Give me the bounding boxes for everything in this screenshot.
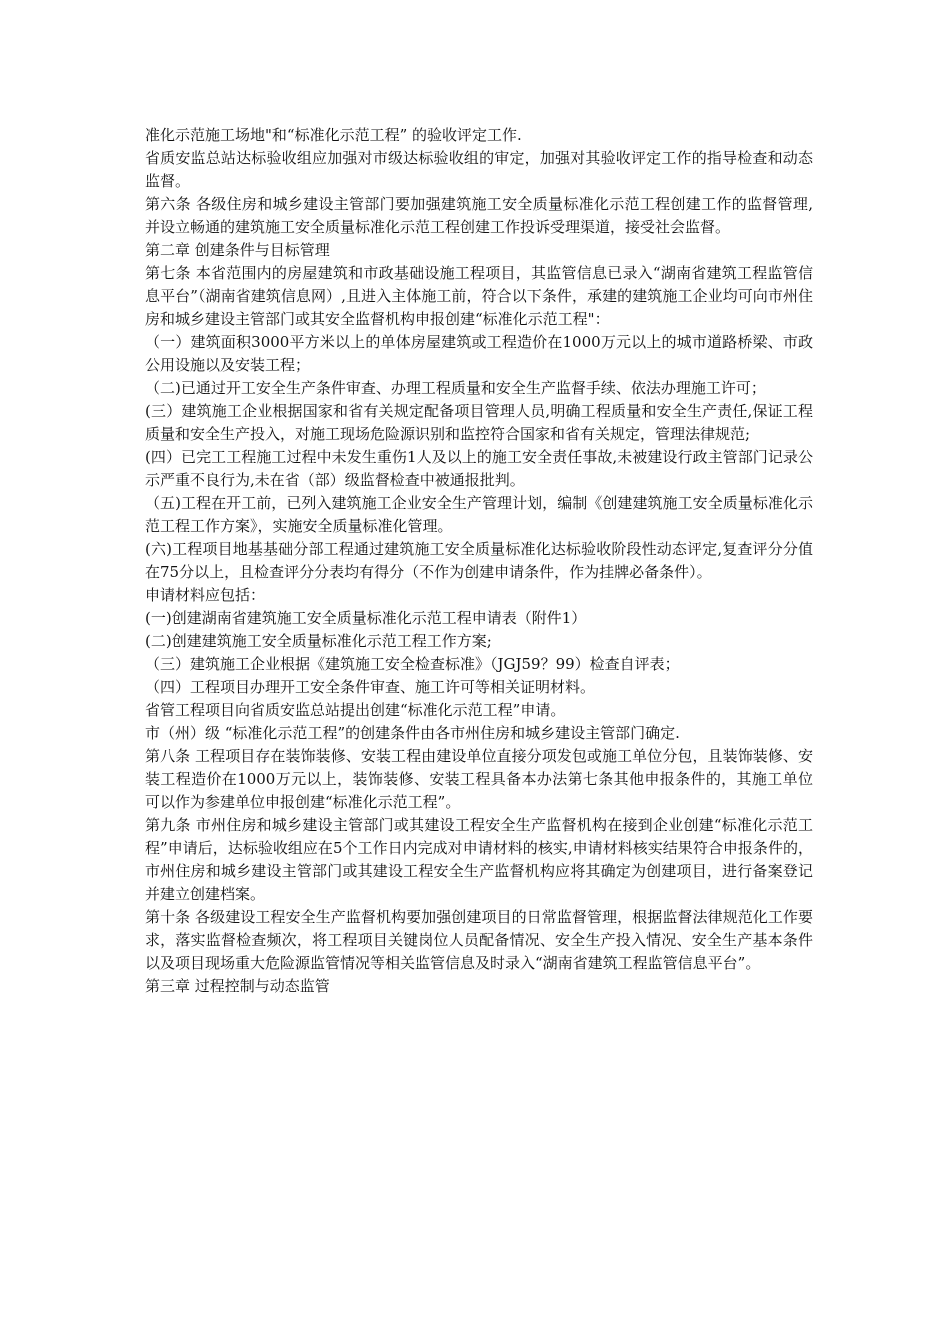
condition-item-2: （二)已通过开工安全生产条件审查、办理工程质量和安全生产监督手续、依法办理施工许可；: [145, 379, 766, 397]
materials-heading: 申请材料应包括：: [145, 586, 266, 604]
paragraph-inspection-continued: 准化示范施工场地"和“标准化示范工程” 的验收评定工作.: [145, 126, 522, 144]
paragraph-article-8: 第八条 工程项目存在装饰装修、安装工程由建设单位直接分项发包或施工单位分包，且装饰装修、安装工程造价在1000万元以上，装饰装修、安装工程具备本办法第七条其他申报条件的，其施工单位可以作为参建单位申报创建“标准化示范工程”。: [145, 747, 813, 811]
paragraph-provincial-review: 省质安监总站达标验收组应加强对市级达标验收组的审定，加强对其验收评定工作的指导检查和动态监督。: [145, 149, 813, 190]
heading-chapter-3: 第三章 过程控制与动态监管: [145, 977, 330, 995]
paragraph-article-9: 第九条 市州住房和城乡建设主管部门或其建设工程安全生产监督机构在接到企业创建“标准化示范工程”申请后，达标验收组应在5个工作日内完成对申请材料的核实,申请材料核实结果符合申报条件的，市州住房和城乡建设主管部门或其建设工程安全生产监督机构应将其确定为创建项目，进行备案登记并建立创建档案。: [145, 816, 813, 903]
condition-item-3: (三）建筑施工企业根据国家和省有关规定配备项目管理人员,明确工程质量和安全生产责任,保证工程质量和安全生产投入，对施工现场危险源识别和监控符合国家和省有关规定，管理法律规范;: [145, 402, 813, 443]
paragraph-provincial-application: 省管工程项目向省质安监总站提出创建“标准化示范工程”申请。: [145, 701, 566, 719]
condition-item-6: (六)工程项目地基基础分部工程通过建筑施工安全质量标准化达标验收阶段性动态评定,复查评分分值在75分以上，且检查评分分表均有得分（不作为创建申请条件，作为挂牌必备条件）。: [145, 540, 813, 581]
condition-item-1: （一）建筑面积3000平方米以上的单体房屋建筑或工程造价在1000万元以上的城市道路桥梁、市政公用设施以及安装工程；: [145, 333, 813, 374]
document-body: [145, 124, 813, 998]
paragraph-municipal-conditions: 市（州）级 “标准化示范工程”的创建条件由各市州住房和城乡建设主管部门确定.: [145, 724, 680, 742]
material-item-4: （四）工程项目办理开工安全条件审查、施工许可等相关证明材料。: [145, 678, 596, 696]
condition-item-5: （五)工程在开工前，已列入建筑施工企业安全生产管理计划，编制《创建建筑施工安全质量标准化示范工程工作方案》，实施安全质量标准化管理。: [145, 494, 813, 535]
material-item-2: (二)创建建筑施工安全质量标准化示范工程工作方案;: [145, 632, 492, 650]
material-item-1: (一)创建湖南省建筑施工安全质量标准化示范工程申请表（附件1）: [145, 609, 587, 627]
paragraph-article-7: 第七条 本省范围内的房屋建筑和市政基础设施工程项目，其监管信息已录入“湖南省建筑工程监管信息平台”（湖南省建筑信息网）,且进入主体施工前，符合以下条件，承建的建筑施工企业均可向市州住房和城乡建设主管部门或其安全监督机构申报创建“标准化示范工程"：: [145, 264, 813, 328]
paragraph-article-10: 第十条 各级建设工程安全生产监督机构要加强创建项目的日常监督管理，根据监督法律规范化工作要求，落实监督检查频次，将工程项目关键岗位人员配备情况、安全生产投入情况、安全生产基本条件以及项目现场重大危险源监管情况等相关监管信息及时录入“湖南省建筑工程监管信息平台”。: [145, 908, 813, 972]
heading-chapter-2: 第二章 创建条件与目标管理: [145, 241, 330, 259]
paragraph-article-6: 第六条 各级住房和城乡建设主管部门要加强建筑施工安全质量标准化示范工程创建工作的监督管理,并设立畅通的建筑施工安全质量标准化示范工程创建工作投诉受理渠道，接受社会监督。: [145, 195, 813, 236]
condition-item-4: (四）已完工工程施工过程中未发生重伤1人及以上的施工安全责任事故,未被建设行政主管部门记录公示严重不良行为,未在省（部）级监督检查中被通报批判。: [145, 448, 813, 489]
material-item-3: （三）建筑施工企业根据《建筑施工安全检查标准》（JGJ59？99）检查自评表；: [145, 655, 680, 673]
